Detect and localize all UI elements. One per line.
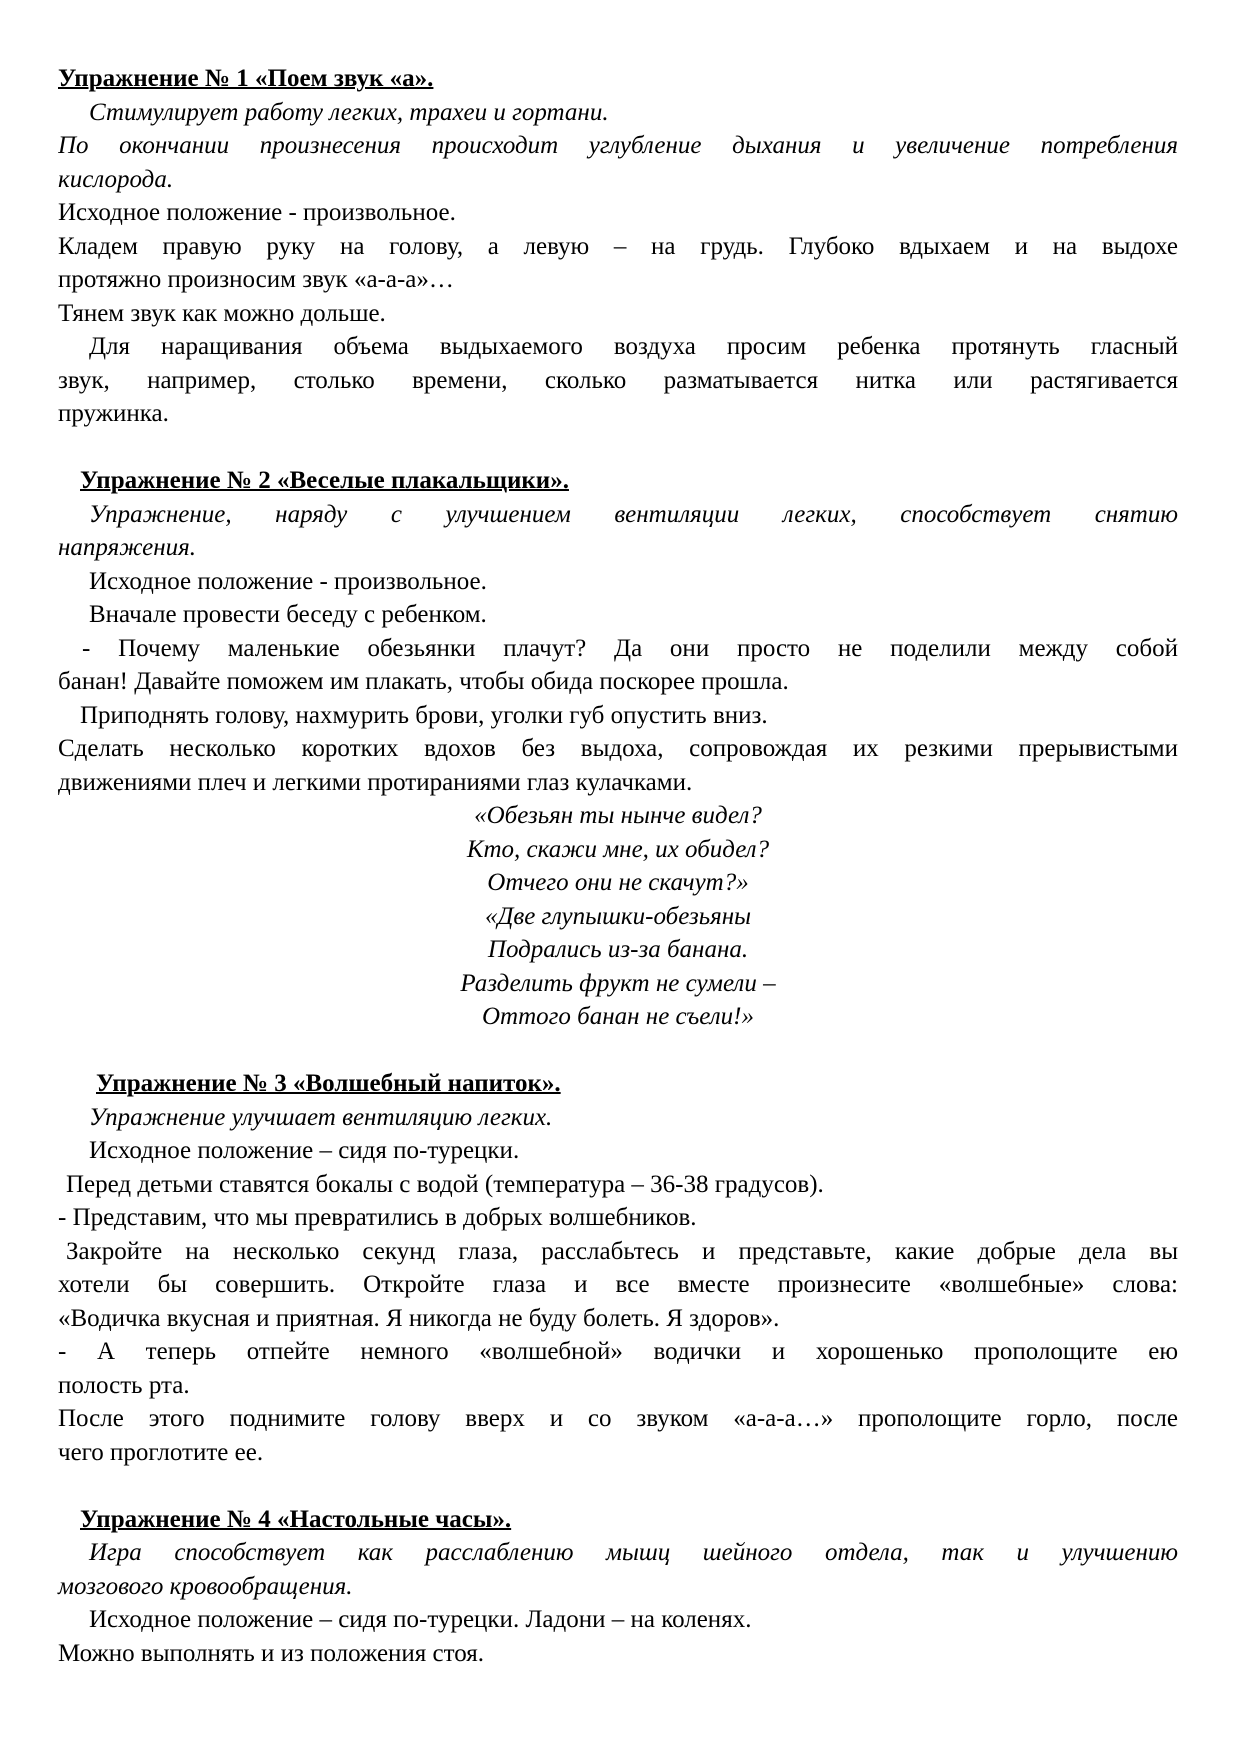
- text-line: звук, например, столько времени, сколько разматывается нитка или растягивается: [58, 366, 1178, 394]
- text-line: - Представим, что мы превратились в добрых волшебников.: [58, 1204, 697, 1231]
- exercise-4: [58, 1503, 1178, 1671]
- text-line: протяжно произносим звук «а-а-а»…: [58, 266, 454, 293]
- exercise-title: Упражнение № 4 «Настольные часы».: [80, 1505, 512, 1533]
- text-line: Для наращивания объема выдыхаемого воздуха просим ребенка протянуть гласный: [89, 333, 1178, 360]
- text-line: «Водичка вкусная и приятная. Я никогда не буду болеть. Я здоров».: [58, 1304, 780, 1332]
- text-line: Вначале провести беседу с ребенком.: [89, 601, 487, 628]
- exercise-2: [58, 464, 1178, 1034]
- text-line: чего проглотите ее.: [58, 1438, 264, 1466]
- text-line: Можно выполнять и из положения стоя.: [58, 1639, 485, 1667]
- text-line: Упражнение, наряду с улучшением вентиляции легких, способствует снятию: [89, 500, 1178, 528]
- text-line: пружинка.: [58, 400, 169, 427]
- text-line: Стимулирует работу легких, трахеи и гортани.: [89, 98, 609, 126]
- text-line: Игра способствует как расслаблению мышц шейного отдела, так и улучшению: [89, 1539, 1178, 1566]
- text-line: банан! Давайте поможем им плакать, чтобы обида поскорее прошла.: [58, 668, 789, 695]
- exercise-title: Упражнение № 3 «Волшебный напиток».: [96, 1070, 561, 1097]
- exercise-3: [58, 1067, 1178, 1469]
- poem-line: «Две глупышки-обезьяны: [484, 902, 752, 930]
- text-line: напряжения.: [58, 534, 196, 561]
- document-page: [58, 62, 1178, 1670]
- text-line: полость рта.: [58, 1371, 190, 1399]
- poem: [58, 799, 1178, 1034]
- poem-line: «Обезьян ты нынче видел?: [474, 802, 762, 829]
- text-line: движениями плеч и легкими протираниями глаз кулачками.: [58, 768, 693, 796]
- poem-line: Оттого банан не съели!»: [482, 1003, 754, 1030]
- text-line: По окончании произнесения происходит углубление дыхания и увеличение потребления: [58, 132, 1178, 159]
- exercise-title: Упражнение № 1 «Поем звук «а».: [58, 65, 434, 92]
- exercise-1: [58, 62, 1178, 431]
- poem-line: Подрались из-за банана.: [487, 936, 749, 963]
- text-line: Перед детьми ставятся бокалы с водой (температура – 36-38 градусов).: [66, 1170, 824, 1198]
- text-line: Исходное положение – сидя по-турецки. Ладони – на коленях.: [89, 1606, 752, 1633]
- text-line: Тянем звук как можно дольше.: [58, 299, 386, 327]
- text-line: хотели бы совершить. Откройте глаза и все вместе произнесите «волшебные» слова:: [58, 1271, 1178, 1298]
- text-line: Приподнять голову, нахмурить брови, уголки губ опустить вниз.: [80, 701, 768, 729]
- text-line: Исходное положение - произвольное.: [58, 199, 456, 226]
- text-line: Кладем правую руку на голову, а левую – на грудь. Глубоко вдыхаем и на выдохе: [58, 232, 1178, 260]
- text-line: Исходное положение – сидя по-турецки.: [89, 1137, 520, 1164]
- text-line: Исходное положение - произвольное.: [89, 567, 487, 595]
- text-line: кислорода.: [58, 165, 174, 193]
- text-line: Закройте на несколько секунд глаза, расслабьтесь и представьте, какие добрые дела вы: [66, 1237, 1178, 1265]
- text-line: - А теперь отпейте немного «волшебной» водички и хорошенько прополощите ею: [58, 1338, 1178, 1365]
- poem-line: Разделить фрукт не сумели –: [460, 969, 776, 997]
- text-line: Сделать несколько коротких вдохов без выдоха, сопровождая их резкими прерывистыми: [58, 735, 1178, 762]
- poem-line: Кто, скажи мне, их обидел?: [466, 835, 770, 863]
- exercise-title: Упражнение № 2 «Веселые плакальщики».: [80, 467, 569, 494]
- poem-line: Отчего они не скачут?»: [487, 869, 749, 896]
- text-line: мозгового кровообращения.: [58, 1572, 353, 1600]
- text-line: Упражнение улучшает вентиляцию легких.: [89, 1103, 553, 1131]
- text-line: После этого поднимите голову вверх и со звуком «а-а-а…» прополощите горло, после: [58, 1405, 1178, 1432]
- text-line: - Почему маленькие обезьянки плачут? Да они просто не поделили между собой: [82, 634, 1178, 662]
